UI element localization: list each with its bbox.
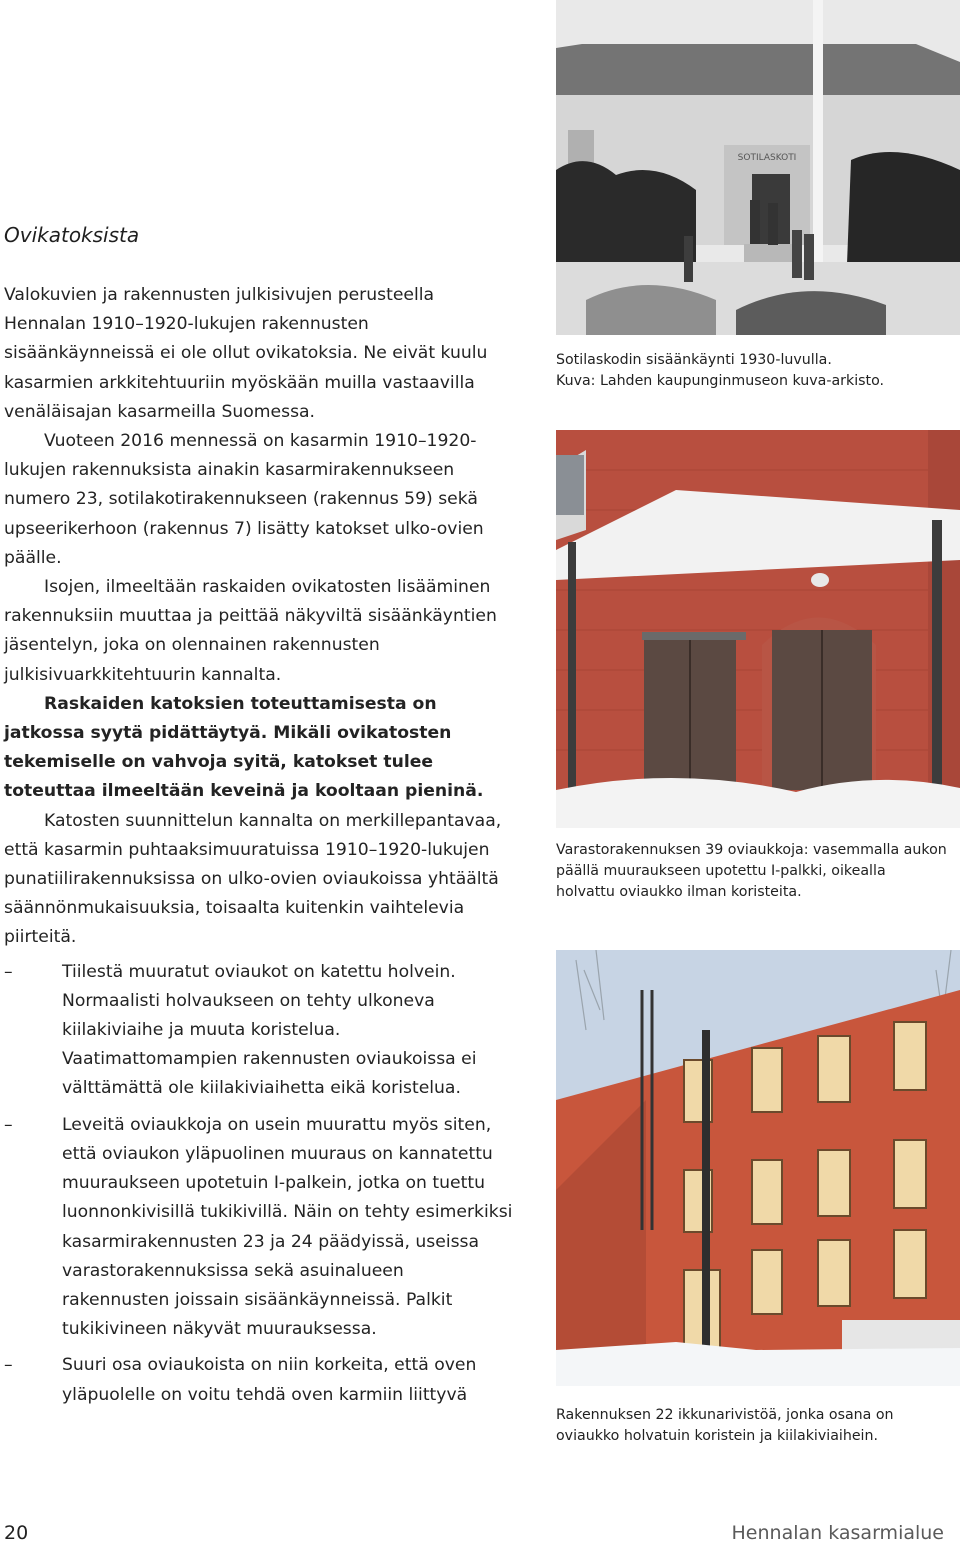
historical-entrance-photo [556, 0, 960, 335]
guideline-list [4, 958, 516, 1410]
section-heading: Ovikatoksista [4, 223, 140, 247]
figure-caption: Rakennuksen 22 ikkunarivistöä, jonka osana on oviaukko holvatuin koristein ja kiilakiviaihein. [556, 1407, 894, 1444]
list-item-text: Tiilestä muuratut oviaukot on katettu holvein. Normaalisti holvaukseen on tehty ulkoneva kiilakiviaihe ja muuta koristelua. Vaatimattomampien rakennusten oviaukoissa ei välttämättä ole kiilakiviaihetta eikä koristelua. [62, 961, 477, 1099]
list-item [4, 1111, 516, 1345]
list-item [4, 958, 516, 1104]
list-item-text: Leveitä oviaukkoja on usein muurattu myös siten, että oviaukon yläpuolinen muuraus on kannatettu muuraukseen upotetuin I-palkein, jotka on tuettu luonnonkivisillä tukikivillä. Näin on tehty esimerkiksi kasarmirakennusten 23 ja 24 päädyissä, useissa varastorakennuksissa sekä asuinalueen rakennusten joissain sisäänkäynneissä. Palkit tukikivineen näkyvät muurauksessa. [62, 1114, 513, 1340]
list-bullet: – [4, 1114, 13, 1135]
caption-line: Sotilaskodin sisäänkäynti 1930-luvulla. [556, 352, 832, 368]
article-body [4, 281, 516, 1417]
caption-credit: Kuva: Lahden kaupunginmuseon kuva-arkisto. [556, 373, 885, 389]
paragraph: Katosten suunnittelun kannalta on merkillepantavaa, että kasarmin puhtaaksimuuratuissa 1910–1920-lukujen punatiilirakennuksissa on ulko-ovien oviaukoissa yhtäältä säännönmukaisuuksia, toisaalta kuitenkin vaihtelevia piirteitä. [4, 810, 502, 948]
building-sign: SOTILASKOTI [737, 153, 797, 163]
page-number: 20 [4, 1522, 29, 1544]
emphasis-paragraph: Raskaiden katoksien toteuttamisesta on jatkossa syytä pidättäytyä. Mikäli ovikatosten tekemiselle on vahvoja syitä, katokset tulee toteuttaa ilmeeltään keveinä ja kooltaan pieninä. [4, 693, 484, 802]
building-22-windows-photo [556, 950, 960, 1386]
list-bullet: – [4, 1355, 13, 1376]
list-item-text: Suuri osa oviaukoista on niin korkeita, että oven yläpuolelle on voitu tehdä oven karmiin liittyvä [62, 1355, 477, 1405]
paragraph: Vuoteen 2016 mennessä on kasarmin 1910–1920-lukujen rakennuksista ainakin kasarmirakennukseen numero 23, sotilakotirakennukseen (rakennus 59) sekä upseerikerhoon (rakennus 7) lisätty katokset ulko-ovien päälle. [4, 431, 484, 568]
paragraph: Valokuvien ja rakennusten julkisivujen perusteella Hennalan 1910–1920-lukujen rakennusten sisäänkäynneissä ei ole ollut ovikatoksia. Ne eivät kuulu kasarmien arkkitehtuuriin myöskään muilla vastaavilla venäläisajan kasarmeilla Suomessa. [4, 285, 488, 422]
list-item [4, 1351, 516, 1409]
paragraph: Isojen, ilmeeltään raskaiden ovikatosten lisääminen rakennuksiin muuttaa ja peittää näkyviltä sisäänkäyntien jäsentelyn, joka on olennainen rakennusten julkisivuarkkitehtuurin kannalta. [4, 577, 497, 685]
figure-caption: Varastorakennuksen 39 oviaukkoja: vasemmalla aukon päällä muuraukseen upotettu I-palkki, oikealla holvattu oviaukko ilman koristeita. [556, 842, 947, 900]
running-title: Hennalan kasarmialue [731, 1522, 944, 1544]
storage-building-doors-photo [556, 430, 960, 828]
figure-caption [556, 350, 948, 392]
list-bullet: – [4, 961, 13, 982]
